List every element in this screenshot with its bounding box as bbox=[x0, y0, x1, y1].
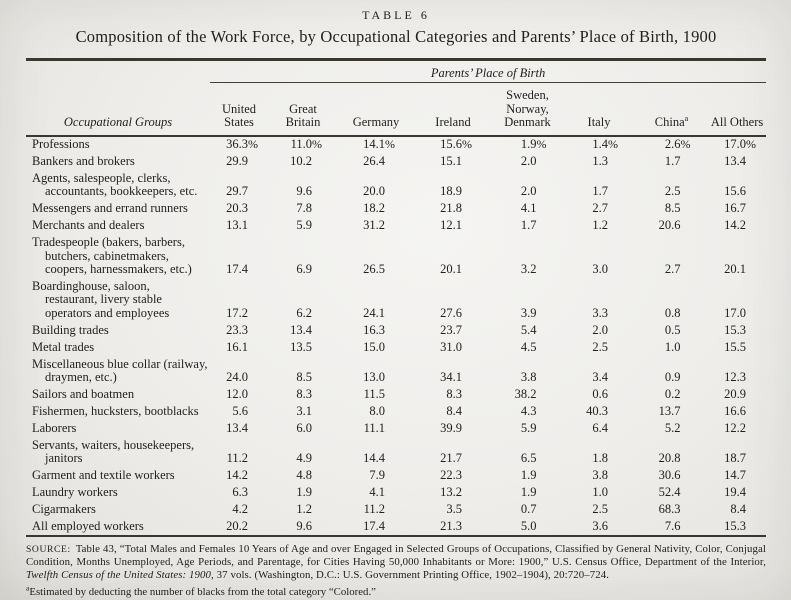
occupation-cell: Boardinghouse, saloon, restaurant, livery stable operators and employees bbox=[32, 278, 170, 320]
occupation-cell: Sailors and boatmen bbox=[32, 386, 135, 401]
value-cell: 52.4 bbox=[658, 484, 681, 499]
value-cell: 2.7 bbox=[592, 201, 608, 216]
value-cell: 3.9 bbox=[520, 305, 537, 320]
value-cell: 15.6% bbox=[440, 137, 472, 152]
table-row bbox=[26, 501, 766, 518]
value-cell: 7.9 bbox=[369, 467, 385, 482]
table-row bbox=[26, 339, 766, 356]
value-cell: 34.1 bbox=[440, 370, 462, 385]
column-header: Italy bbox=[587, 115, 611, 129]
value-cell: 21.3 bbox=[440, 518, 462, 533]
value-cell: 1.9% bbox=[520, 137, 547, 152]
value-cell: 1.0 bbox=[592, 484, 608, 499]
value-cell: 20.6 bbox=[658, 218, 681, 233]
value-cell: 4.5 bbox=[520, 339, 537, 354]
table-row bbox=[26, 170, 766, 200]
value-cell: 1.0 bbox=[664, 339, 681, 354]
spanner-spacer bbox=[26, 60, 210, 83]
value-cell: 8.0 bbox=[369, 403, 385, 418]
occupation-cell: Agents, salespeople, clerks, accountants, bookkeepers, etc. bbox=[32, 170, 198, 199]
value-cell: 6.9 bbox=[296, 262, 312, 277]
occupation-cell: Fishermen, hucksters, bootblacks bbox=[32, 403, 199, 418]
value-cell: 23.7 bbox=[440, 322, 462, 337]
value-cell: 21.8 bbox=[440, 201, 462, 216]
value-cell: 1.4% bbox=[592, 137, 618, 152]
value-cell: 38.2 bbox=[514, 386, 537, 401]
value-cell: 30.6 bbox=[658, 467, 681, 482]
table-number: TABLE 6 bbox=[362, 8, 430, 22]
occupation-cell: Cigarmakers bbox=[32, 501, 96, 516]
value-cell: 2.5 bbox=[592, 501, 608, 516]
occupation-cell: Garment and textile workers bbox=[32, 467, 175, 482]
column-header-occupational-groups: Occupational Groups bbox=[63, 115, 173, 129]
value-cell: 13.4 bbox=[226, 420, 248, 435]
value-cell: 10.2 bbox=[290, 154, 312, 169]
value-cell: 3.0 bbox=[592, 262, 608, 277]
value-cell: 13.5 bbox=[290, 339, 312, 354]
footnote-marker: a bbox=[26, 583, 30, 593]
value-cell: 5.6 bbox=[232, 403, 248, 418]
occupation-cell: Servants, waiters, housekeepers, janitors bbox=[32, 437, 195, 466]
value-cell: 18.9 bbox=[440, 184, 462, 199]
table-row bbox=[26, 234, 766, 278]
value-cell: 24.1 bbox=[363, 305, 385, 320]
value-cell: 21.7 bbox=[440, 451, 462, 466]
value-cell: 14.7 bbox=[724, 467, 747, 482]
table-row bbox=[26, 403, 766, 420]
value-cell: 15.5 bbox=[724, 339, 747, 354]
value-cell: 4.3 bbox=[520, 403, 537, 418]
value-cell: 20.9 bbox=[724, 386, 747, 401]
value-cell: 16.3 bbox=[363, 322, 385, 337]
value-cell: 2.7 bbox=[664, 262, 681, 277]
source-citation-title: Twelfth Census of the United States: 1900 bbox=[26, 568, 212, 581]
value-cell: 0.7 bbox=[520, 501, 537, 516]
value-cell: 39.9 bbox=[440, 420, 462, 435]
value-cell: 11.2 bbox=[363, 501, 385, 516]
value-cell: 27.6 bbox=[440, 305, 462, 320]
source-text-end: , 37 vols. (Washington, D.C.: U.S. Government Printing Office, 1902–1904), 20:720–724. bbox=[211, 568, 610, 581]
value-cell: 26.4 bbox=[363, 154, 385, 169]
column-header-row bbox=[26, 83, 766, 136]
value-cell: 3.2 bbox=[520, 262, 537, 277]
value-cell: 4.1 bbox=[520, 201, 537, 216]
value-cell: 3.3 bbox=[592, 305, 608, 320]
value-cell: 15.1 bbox=[440, 154, 462, 169]
occupation-cell: Miscellaneous blue collar (railway, draymen, etc.) bbox=[32, 356, 208, 385]
value-cell: 14.4 bbox=[363, 451, 385, 466]
value-cell: 1.9 bbox=[296, 484, 312, 499]
table-row bbox=[26, 467, 766, 484]
value-cell: 17.4 bbox=[363, 518, 385, 533]
value-cell: 24.0 bbox=[226, 370, 248, 385]
occupation-cell: Messengers and errand runners bbox=[32, 201, 188, 216]
value-cell: 5.9 bbox=[296, 218, 312, 233]
value-cell: 5.0 bbox=[520, 518, 537, 533]
value-cell: 8.4 bbox=[730, 501, 747, 516]
value-cell: 14.2 bbox=[724, 218, 747, 233]
value-cell: 19.4 bbox=[724, 484, 747, 499]
value-cell: 23.3 bbox=[226, 322, 248, 337]
value-cell: 16.1 bbox=[226, 339, 248, 354]
column-header: China$^a$ bbox=[654, 113, 689, 129]
value-cell: 8.5 bbox=[296, 370, 312, 385]
value-cell: 20.1 bbox=[440, 262, 462, 277]
value-cell: 0.6 bbox=[592, 386, 608, 401]
value-cell: 13.1 bbox=[226, 218, 248, 233]
table-row bbox=[26, 136, 766, 154]
value-cell: 17.0 bbox=[724, 305, 747, 320]
footnote bbox=[26, 583, 766, 599]
column-header: Germany bbox=[352, 115, 400, 129]
value-cell: 6.3 bbox=[232, 484, 248, 499]
value-cell: 4.9 bbox=[296, 451, 312, 466]
value-cell: 15.0 bbox=[363, 339, 385, 354]
footnote-marker: a bbox=[684, 113, 689, 123]
value-cell: 17.4 bbox=[226, 262, 248, 277]
table-row bbox=[26, 322, 766, 339]
value-cell: 8.4 bbox=[446, 403, 462, 418]
value-cell: 1.9 bbox=[520, 484, 537, 499]
value-cell: 3.1 bbox=[296, 403, 312, 418]
table-row bbox=[26, 153, 766, 170]
value-cell: 1.2 bbox=[592, 218, 608, 233]
value-cell: 13.4 bbox=[724, 154, 747, 169]
value-cell: 36.3% bbox=[226, 137, 258, 152]
value-cell: 20.2 bbox=[226, 518, 248, 533]
workforce-table bbox=[26, 58, 766, 537]
value-cell: 1.7 bbox=[520, 218, 537, 233]
value-cell: 16.7 bbox=[724, 201, 747, 216]
source-label: SOURCE: bbox=[26, 543, 71, 555]
value-cell: 1.3 bbox=[592, 154, 608, 169]
value-cell: 0.9 bbox=[664, 370, 681, 385]
column-header: All Others bbox=[710, 115, 764, 129]
spanner-label: Parents’ Place of Birth bbox=[430, 66, 546, 80]
column-header: Ireland bbox=[435, 115, 471, 129]
value-cell: 15.3 bbox=[724, 322, 747, 337]
value-cell: 20.1 bbox=[724, 262, 747, 277]
occupation-cell: Merchants and dealers bbox=[32, 218, 145, 233]
value-cell: 3.6 bbox=[592, 518, 608, 533]
table-content bbox=[26, 6, 766, 599]
value-cell: 2.5 bbox=[592, 339, 608, 354]
occupation-cell: Laundry workers bbox=[32, 484, 118, 499]
value-cell: 4.8 bbox=[296, 467, 312, 482]
value-cell: 20.3 bbox=[226, 201, 248, 216]
value-cell: 1.7 bbox=[664, 154, 681, 169]
value-cell: 0.5 bbox=[664, 322, 681, 337]
table-row bbox=[26, 201, 766, 218]
value-cell: 15.3 bbox=[724, 518, 747, 533]
value-cell: 9.6 bbox=[296, 184, 312, 199]
value-cell: 12.3 bbox=[724, 370, 747, 385]
table-row bbox=[26, 278, 766, 322]
value-cell: 17.2 bbox=[226, 305, 248, 320]
table-row bbox=[26, 518, 766, 536]
value-cell: 4.2 bbox=[232, 501, 248, 516]
value-cell: 1.2 bbox=[296, 501, 312, 516]
value-cell: 7.6 bbox=[664, 518, 681, 533]
occupation-cell: Professions bbox=[32, 137, 90, 152]
value-cell: 2.0 bbox=[592, 322, 608, 337]
table-body bbox=[26, 136, 766, 536]
value-cell: 12.2 bbox=[724, 420, 747, 435]
value-cell: 3.8 bbox=[592, 467, 608, 482]
value-cell: 5.4 bbox=[520, 322, 537, 337]
source-note bbox=[26, 543, 766, 582]
value-cell: 2.0 bbox=[520, 154, 537, 169]
occupation-cell: Bankers and brokers bbox=[32, 154, 135, 169]
value-cell: 11.2 bbox=[226, 451, 248, 466]
column-header: Sweden, Norway, Denmark bbox=[504, 88, 551, 129]
table-title: Composition of the Work Force, by Occupational Categories and Parents’ Place of Birth, 1900 bbox=[75, 27, 717, 46]
value-cell: 12.0 bbox=[226, 386, 248, 401]
value-cell: 9.6 bbox=[296, 518, 312, 533]
value-cell: 11.1 bbox=[363, 420, 385, 435]
value-cell: 22.3 bbox=[440, 467, 462, 482]
value-cell: 26.5 bbox=[363, 262, 385, 277]
occupation-cell: Laborers bbox=[32, 420, 77, 435]
table-row bbox=[26, 356, 766, 386]
value-cell: 5.2 bbox=[664, 420, 681, 435]
occupation-cell: Tradespeople (bakers, barbers, butchers, cabinetmakers, coopers, harnessmakers, etc.) bbox=[32, 235, 192, 277]
value-cell: 6.0 bbox=[296, 420, 312, 435]
value-cell: 18.2 bbox=[363, 201, 385, 216]
value-cell: 18.7 bbox=[724, 451, 747, 466]
value-cell: 12.1 bbox=[440, 218, 462, 233]
value-cell: 0.8 bbox=[664, 305, 681, 320]
table-row bbox=[26, 420, 766, 437]
value-cell: 8.3 bbox=[446, 386, 462, 401]
footnote-text: Estimated by deducting the number of blacks from the total category “Colored.” bbox=[29, 586, 376, 599]
value-cell: 5.9 bbox=[520, 420, 537, 435]
value-cell: 20.0 bbox=[363, 184, 385, 199]
table-row bbox=[26, 218, 766, 235]
value-cell: 29.7 bbox=[226, 184, 248, 199]
value-cell: 2.5 bbox=[664, 184, 681, 199]
value-cell: 6.5 bbox=[520, 451, 537, 466]
value-cell: 8.3 bbox=[296, 386, 312, 401]
value-cell: 3.8 bbox=[520, 370, 537, 385]
spanner-cell bbox=[210, 60, 766, 83]
value-cell: 31.0 bbox=[440, 339, 462, 354]
value-cell: 11.5 bbox=[363, 386, 385, 401]
value-cell: 3.5 bbox=[446, 501, 462, 516]
value-cell: 8.5 bbox=[664, 201, 681, 216]
value-cell: 15.6 bbox=[724, 184, 747, 199]
value-cell: 0.2 bbox=[664, 386, 681, 401]
value-cell: 6.4 bbox=[592, 420, 608, 435]
spanner-row bbox=[26, 60, 766, 83]
value-cell: 13.4 bbox=[290, 322, 312, 337]
occupation-cell: Metal trades bbox=[32, 339, 95, 354]
source-text: Table 43, “Total Males and Females 10 Years of Age and over Engaged in Selected Groups of Occupations, Classified by General Nativity, Color, Conjugal Condition, Months Unemployed, Age Periods, and Parentage, for Cities Having 50,000 Inhabitants or More: 1900,” U.S. Census Office, Department of the Interior, bbox=[26, 542, 766, 568]
value-cell: 6.2 bbox=[296, 305, 312, 320]
value-cell: 14.1% bbox=[363, 137, 395, 152]
value-cell: 13.2 bbox=[440, 484, 462, 499]
table-row bbox=[26, 386, 766, 403]
value-cell: 29.9 bbox=[226, 154, 248, 169]
value-cell: 1.9 bbox=[520, 467, 537, 482]
value-cell: 1.8 bbox=[592, 451, 608, 466]
value-cell: 7.8 bbox=[296, 201, 312, 216]
value-cell: 11.0% bbox=[290, 137, 322, 152]
value-cell: 2.6% bbox=[664, 137, 691, 152]
value-cell: 14.2 bbox=[226, 467, 248, 482]
column-header: Great Britain bbox=[285, 101, 321, 129]
occupation-cell: All employed workers bbox=[32, 518, 144, 533]
value-cell: 20.8 bbox=[658, 451, 681, 466]
occupation-cell: Building trades bbox=[32, 322, 109, 337]
value-cell: 13.0 bbox=[363, 370, 385, 385]
value-cell: 2.0 bbox=[520, 184, 537, 199]
value-cell: 1.7 bbox=[592, 184, 608, 199]
value-cell: 40.3 bbox=[586, 403, 608, 418]
value-cell: 16.6 bbox=[724, 403, 747, 418]
value-cell: 68.3 bbox=[658, 501, 681, 516]
table-row bbox=[26, 484, 766, 501]
value-cell: 3.4 bbox=[592, 370, 608, 385]
value-cell: 17.0% bbox=[724, 137, 757, 152]
value-cell: 4.1 bbox=[369, 484, 385, 499]
column-header: United States bbox=[221, 101, 257, 129]
table-row bbox=[26, 437, 766, 467]
value-cell: 31.2 bbox=[363, 218, 385, 233]
value-cell: 13.7 bbox=[658, 403, 681, 418]
